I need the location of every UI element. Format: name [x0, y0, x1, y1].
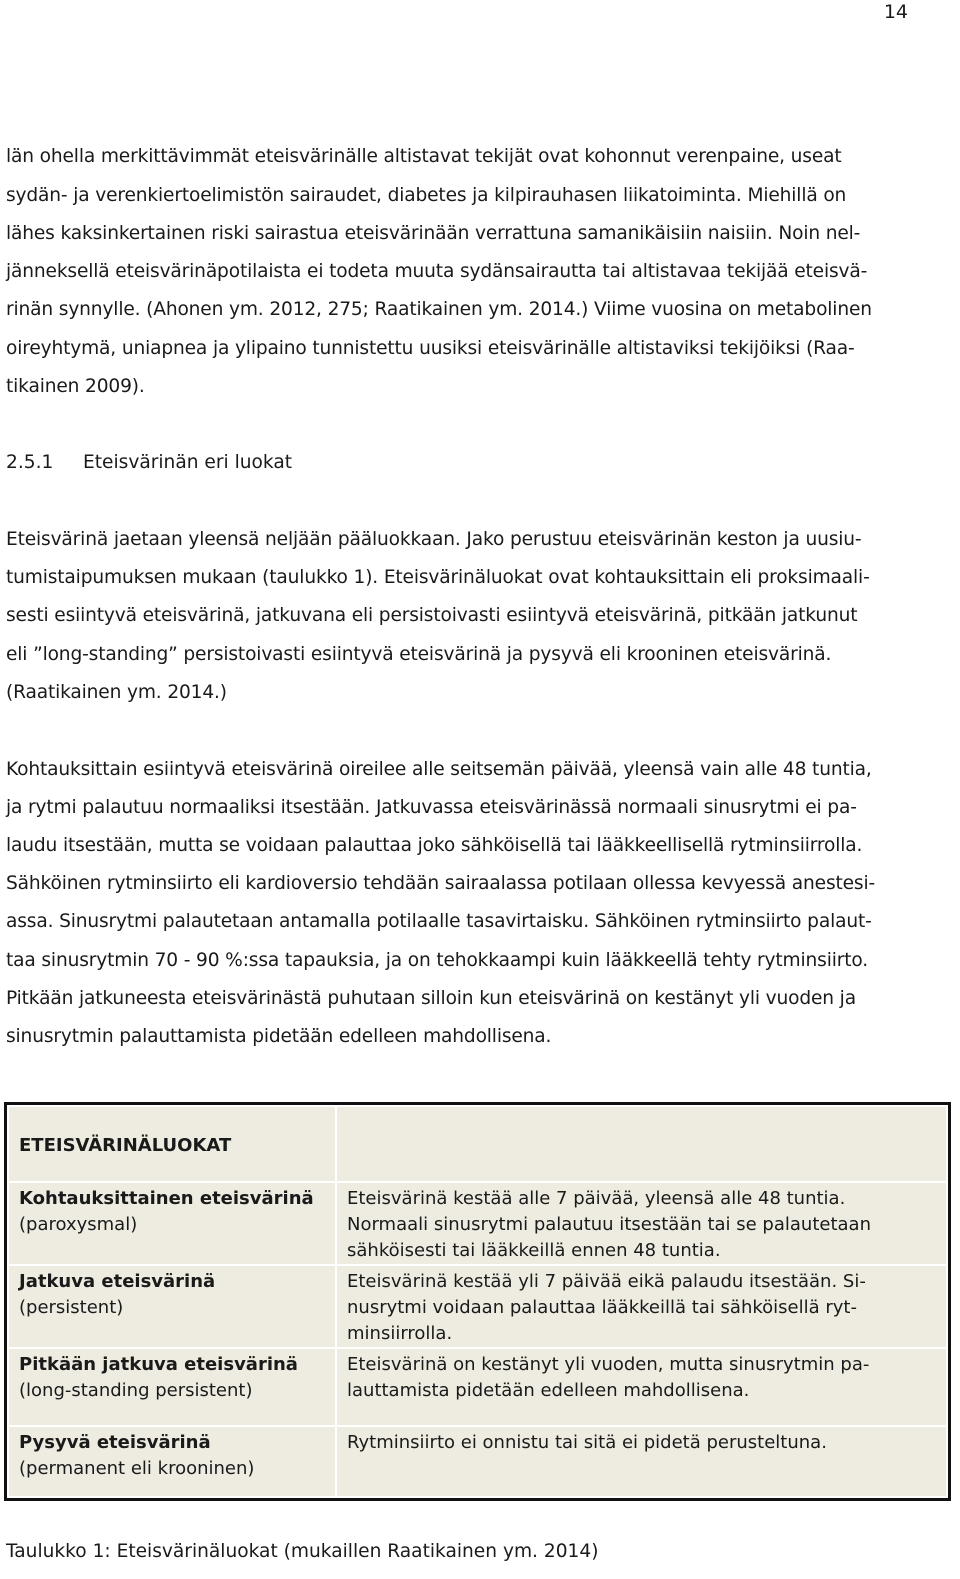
class-name: Jatkuva eteisvärinä: [19, 1271, 216, 1292]
paragraph-2-line: sesti esiintyvä eteisvärinä, jatkuvana eli persistoivasti esiintyvä eteisvärinä, pitkään jatkunut: [6, 605, 858, 626]
paragraph-2-line: Eteisvärinä jaetaan yleensä neljään pääluokkaan. Jako perustuu eteisvärinän keston ja uusiu-: [6, 529, 862, 550]
class-name-cell: [8, 1348, 336, 1426]
paragraph-3-line: taa sinusrytmin 70 - 90 %:ssa tapauksia, ja on tehokkaampi kuin lääkkeellä tehty rytminsiirto.: [6, 950, 869, 971]
class-description-line: minsiirrolla.: [347, 1323, 453, 1344]
paragraph-3-line: assa. Sinusrytmi palautetaan antamalla potilaalle tasavirtaisku. Sähköinen rytminsiirto palaut-: [6, 911, 872, 932]
table-row: [8, 1265, 947, 1348]
paragraph-1-line: sydän- ja verenkiertoelimistön sairaudet, diabetes ja kilpirauhasen liikatoiminta. Miehillä on: [6, 185, 847, 206]
class-description-cell: [336, 1265, 947, 1348]
class-description-line: lauttamista pidetään edelleen mahdollisena.: [347, 1380, 750, 1401]
class-description-cell: [336, 1182, 947, 1265]
class-term: (persistent): [19, 1297, 124, 1318]
class-name-cell: [8, 1265, 336, 1348]
table-row: [8, 1426, 947, 1497]
paragraph-3-line: ja rytmi palautuu normaaliksi itsestään. Jatkuvassa eteisvärinässä normaali sinusrytmi ei pa-: [6, 797, 857, 818]
table-header-empty-cell: [336, 1106, 947, 1182]
class-description-cell: [336, 1426, 947, 1497]
paragraph-1-line: oireyhtymä, uniapnea ja ylipaino tunnistettu uusiksi eteisvärinälle altistaviksi tekijöiksi (Raa-: [6, 338, 855, 359]
paragraph-1-line: jänneksellä eteisvärinäpotilaista ei todeta muuta sydänsairautta tai altistavaa tekijää eteisvä-: [6, 261, 868, 282]
class-description-line: nusrytmi voidaan palauttaa lääkkeillä tai sähköisellä ryt-: [347, 1297, 857, 1318]
class-term: (paroxysmal): [19, 1214, 138, 1235]
class-name: Pysyvä eteisvärinä: [19, 1432, 211, 1453]
section-title: Eteisvärinän eri luokat: [83, 452, 293, 473]
table-header-cell: [8, 1106, 336, 1182]
class-name: Kohtauksittainen eteisvärinä: [19, 1188, 314, 1209]
paragraph-1-line: län ohella merkittävimmät eteisvärinälle altistavat tekijät ovat kohonnut verenpaine, useat: [6, 146, 842, 167]
table-row: [8, 1182, 947, 1265]
paragraph-3-line: Pitkään jatkuneesta eteisvärinästä puhutaan silloin kun eteisvärinä on kestänyt yli vuoden ja: [6, 988, 856, 1009]
class-description-line: Normaali sinusrytmi palautuu itsestään tai se palautetaan: [347, 1214, 871, 1235]
class-name-cell: [8, 1182, 336, 1265]
paragraph-1-line: rinän synnylle. (Ahonen ym. 2012, 275; Raatikainen ym. 2014.) Viime vuosina on metabolinen: [6, 299, 872, 320]
section-number: 2.5.1: [6, 452, 54, 473]
class-term: (long-standing persistent): [19, 1380, 253, 1401]
table-row: [8, 1348, 947, 1426]
class-description-line: sähköisesti tai lääkkeillä ennen 48 tuntia.: [347, 1240, 721, 1261]
paragraph-2-line: tumistaipumuksen mukaan (taulukko 1). Eteisvärinäluokat ovat kohtauksittain eli proksimaali-: [6, 567, 870, 588]
class-description-line: Eteisvärinä on kestänyt yli vuoden, mutta sinusrytmin pa-: [347, 1354, 870, 1375]
paragraph-2-line: (Raatikainen ym. 2014.): [6, 682, 227, 703]
class-description-line: Rytminsiirto ei onnistu tai sitä ei pidetä perusteltuna.: [347, 1432, 827, 1453]
classification-table: [4, 1102, 951, 1501]
class-description-line: Eteisvärinä kestää alle 7 päivää, yleensä alle 48 tuntia.: [347, 1188, 846, 1209]
class-description-cell: [336, 1348, 947, 1426]
class-name-cell: [8, 1426, 336, 1497]
paragraph-3-line: laudu itsestään, mutta se voidaan palauttaa joko sähköisellä tai lääkkeellisellä rytminsiirrolla.: [6, 835, 863, 856]
paragraph-2-line: eli ”long-standing” persistoivasti esiintyvä eteisvärinä ja pysyvä eli krooninen eteisvärinä.: [6, 644, 832, 665]
table-header: ETEISVÄRINÄLUOKAT: [19, 1135, 232, 1156]
class-description-line: Eteisvärinä kestää yli 7 päivää eikä palaudu itsestään. Si-: [347, 1271, 866, 1292]
paragraph-1-line: lähes kaksinkertainen riski sairastua eteisvärinään verrattuna samanikäisiin naisiin. Noin nel-: [6, 223, 861, 244]
class-term: (permanent eli krooninen): [19, 1458, 255, 1479]
class-name: Pitkään jatkuva eteisvärinä: [19, 1354, 298, 1375]
page-number: 14: [883, 1, 908, 23]
paragraph-3-line: Kohtauksittain esiintyvä eteisvärinä oireilee alle seitsemän päivää, yleensä vain alle 48 tuntia,: [6, 759, 872, 780]
paragraph-1-line: tikainen 2009).: [6, 376, 145, 397]
paragraph-3-line: Sähköinen rytminsiirto eli kardioversio tehdään sairaalassa potilaan ollessa kevyessä anestesi-: [6, 873, 876, 894]
table-caption: Taulukko 1: Eteisvärinäluokat (mukaillen Raatikainen ym. 2014): [6, 1541, 599, 1562]
paragraph-3-line: sinusrytmin palauttamista pidetään edelleen mahdollisena.: [6, 1026, 552, 1047]
